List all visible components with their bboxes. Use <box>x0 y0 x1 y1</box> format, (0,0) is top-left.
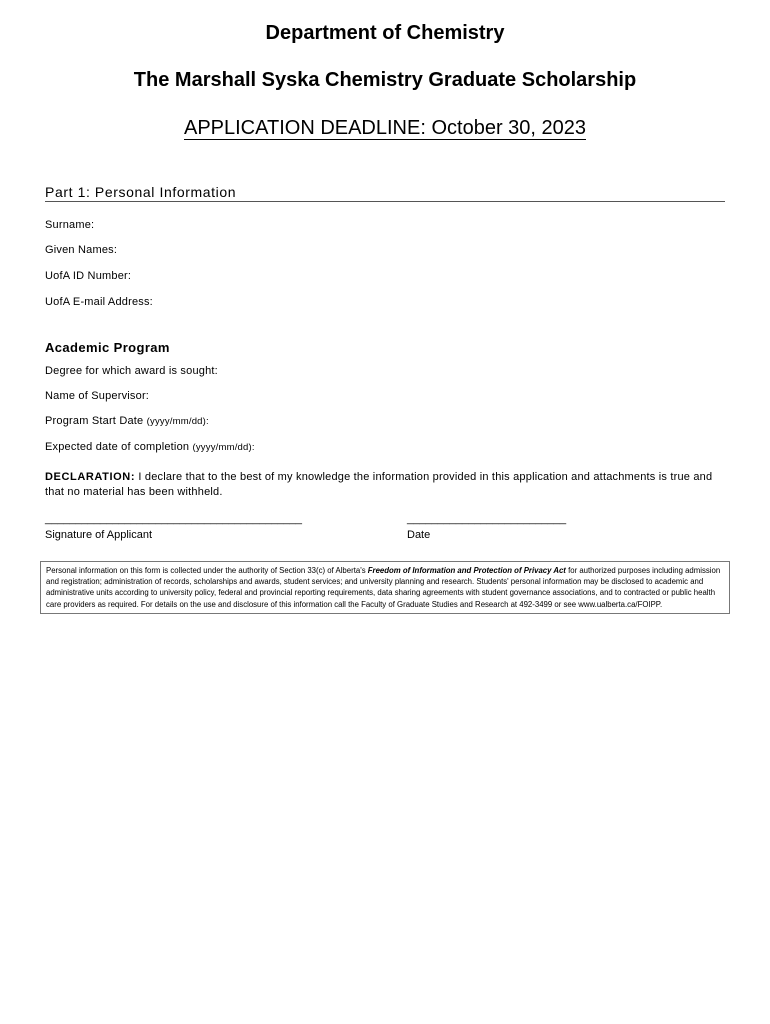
given-names-label: Given Names: <box>45 244 118 256</box>
email-label: UofA E-mail Address: <box>45 296 153 308</box>
privacy-act-name: Freedom of Information and Protection of Privacy Act <box>367 566 566 575</box>
start-date-text: Program Start Date <box>45 415 144 427</box>
deadline-heading <box>0 117 770 140</box>
start-date-label <box>45 415 209 427</box>
surname-label: Surname: <box>45 219 95 231</box>
supervisor-label: Name of Supervisor: <box>45 390 150 402</box>
declaration <box>45 470 725 500</box>
privacy-text-before: Personal information on this form is collected under the authority of Section 33(c) of Alberta's <box>46 566 366 575</box>
date-line: __________________________ <box>407 513 567 525</box>
completion-date-format: (yyyy/mm/dd): <box>192 442 255 453</box>
declaration-text: I declare that to the best of my knowledge the information provided in this application and attachments is true and that no material has been withheld. <box>45 471 713 498</box>
start-date-format: (yyyy/mm/dd): <box>146 416 209 427</box>
id-number-label: UofA ID Number: <box>45 270 132 282</box>
declaration-label: DECLARATION: <box>45 471 136 483</box>
completion-date-label <box>45 441 255 453</box>
privacy-notice <box>40 561 730 614</box>
degree-label: Degree for which award is sought: <box>45 365 218 377</box>
privacy-text-after: for authorized purposes including admission and registration; administration of records, scholarships and awards, student services; and university planning and research. Students' personal information may be disclosed to academic and administrative units according to university policy, federal and provincial reporting requirements, data sharing agreements with student governance associations, and to contracted or public health care providers as required. For details on the use and disclosure of this information call the Faculty of Graduate Studies and Research at 492-3499 or see www.ualberta.ca/FOIPP. <box>46 566 721 609</box>
academic-program-heading: Academic Program <box>45 340 170 355</box>
completion-date-text: Expected date of completion <box>45 441 190 453</box>
department-title: Department of Chemistry <box>265 22 505 44</box>
part1-heading: Part 1: Personal Information <box>45 184 725 202</box>
deadline-text: APPLICATION DEADLINE: October 30, 2023 <box>183 117 587 139</box>
scholarship-title: The Marshall Syska Chemistry Graduate Scholarship <box>133 69 637 91</box>
signature-line: __________________________________________ <box>45 513 302 525</box>
date-label: Date <box>407 529 431 541</box>
signature-label: Signature of Applicant <box>45 529 153 541</box>
